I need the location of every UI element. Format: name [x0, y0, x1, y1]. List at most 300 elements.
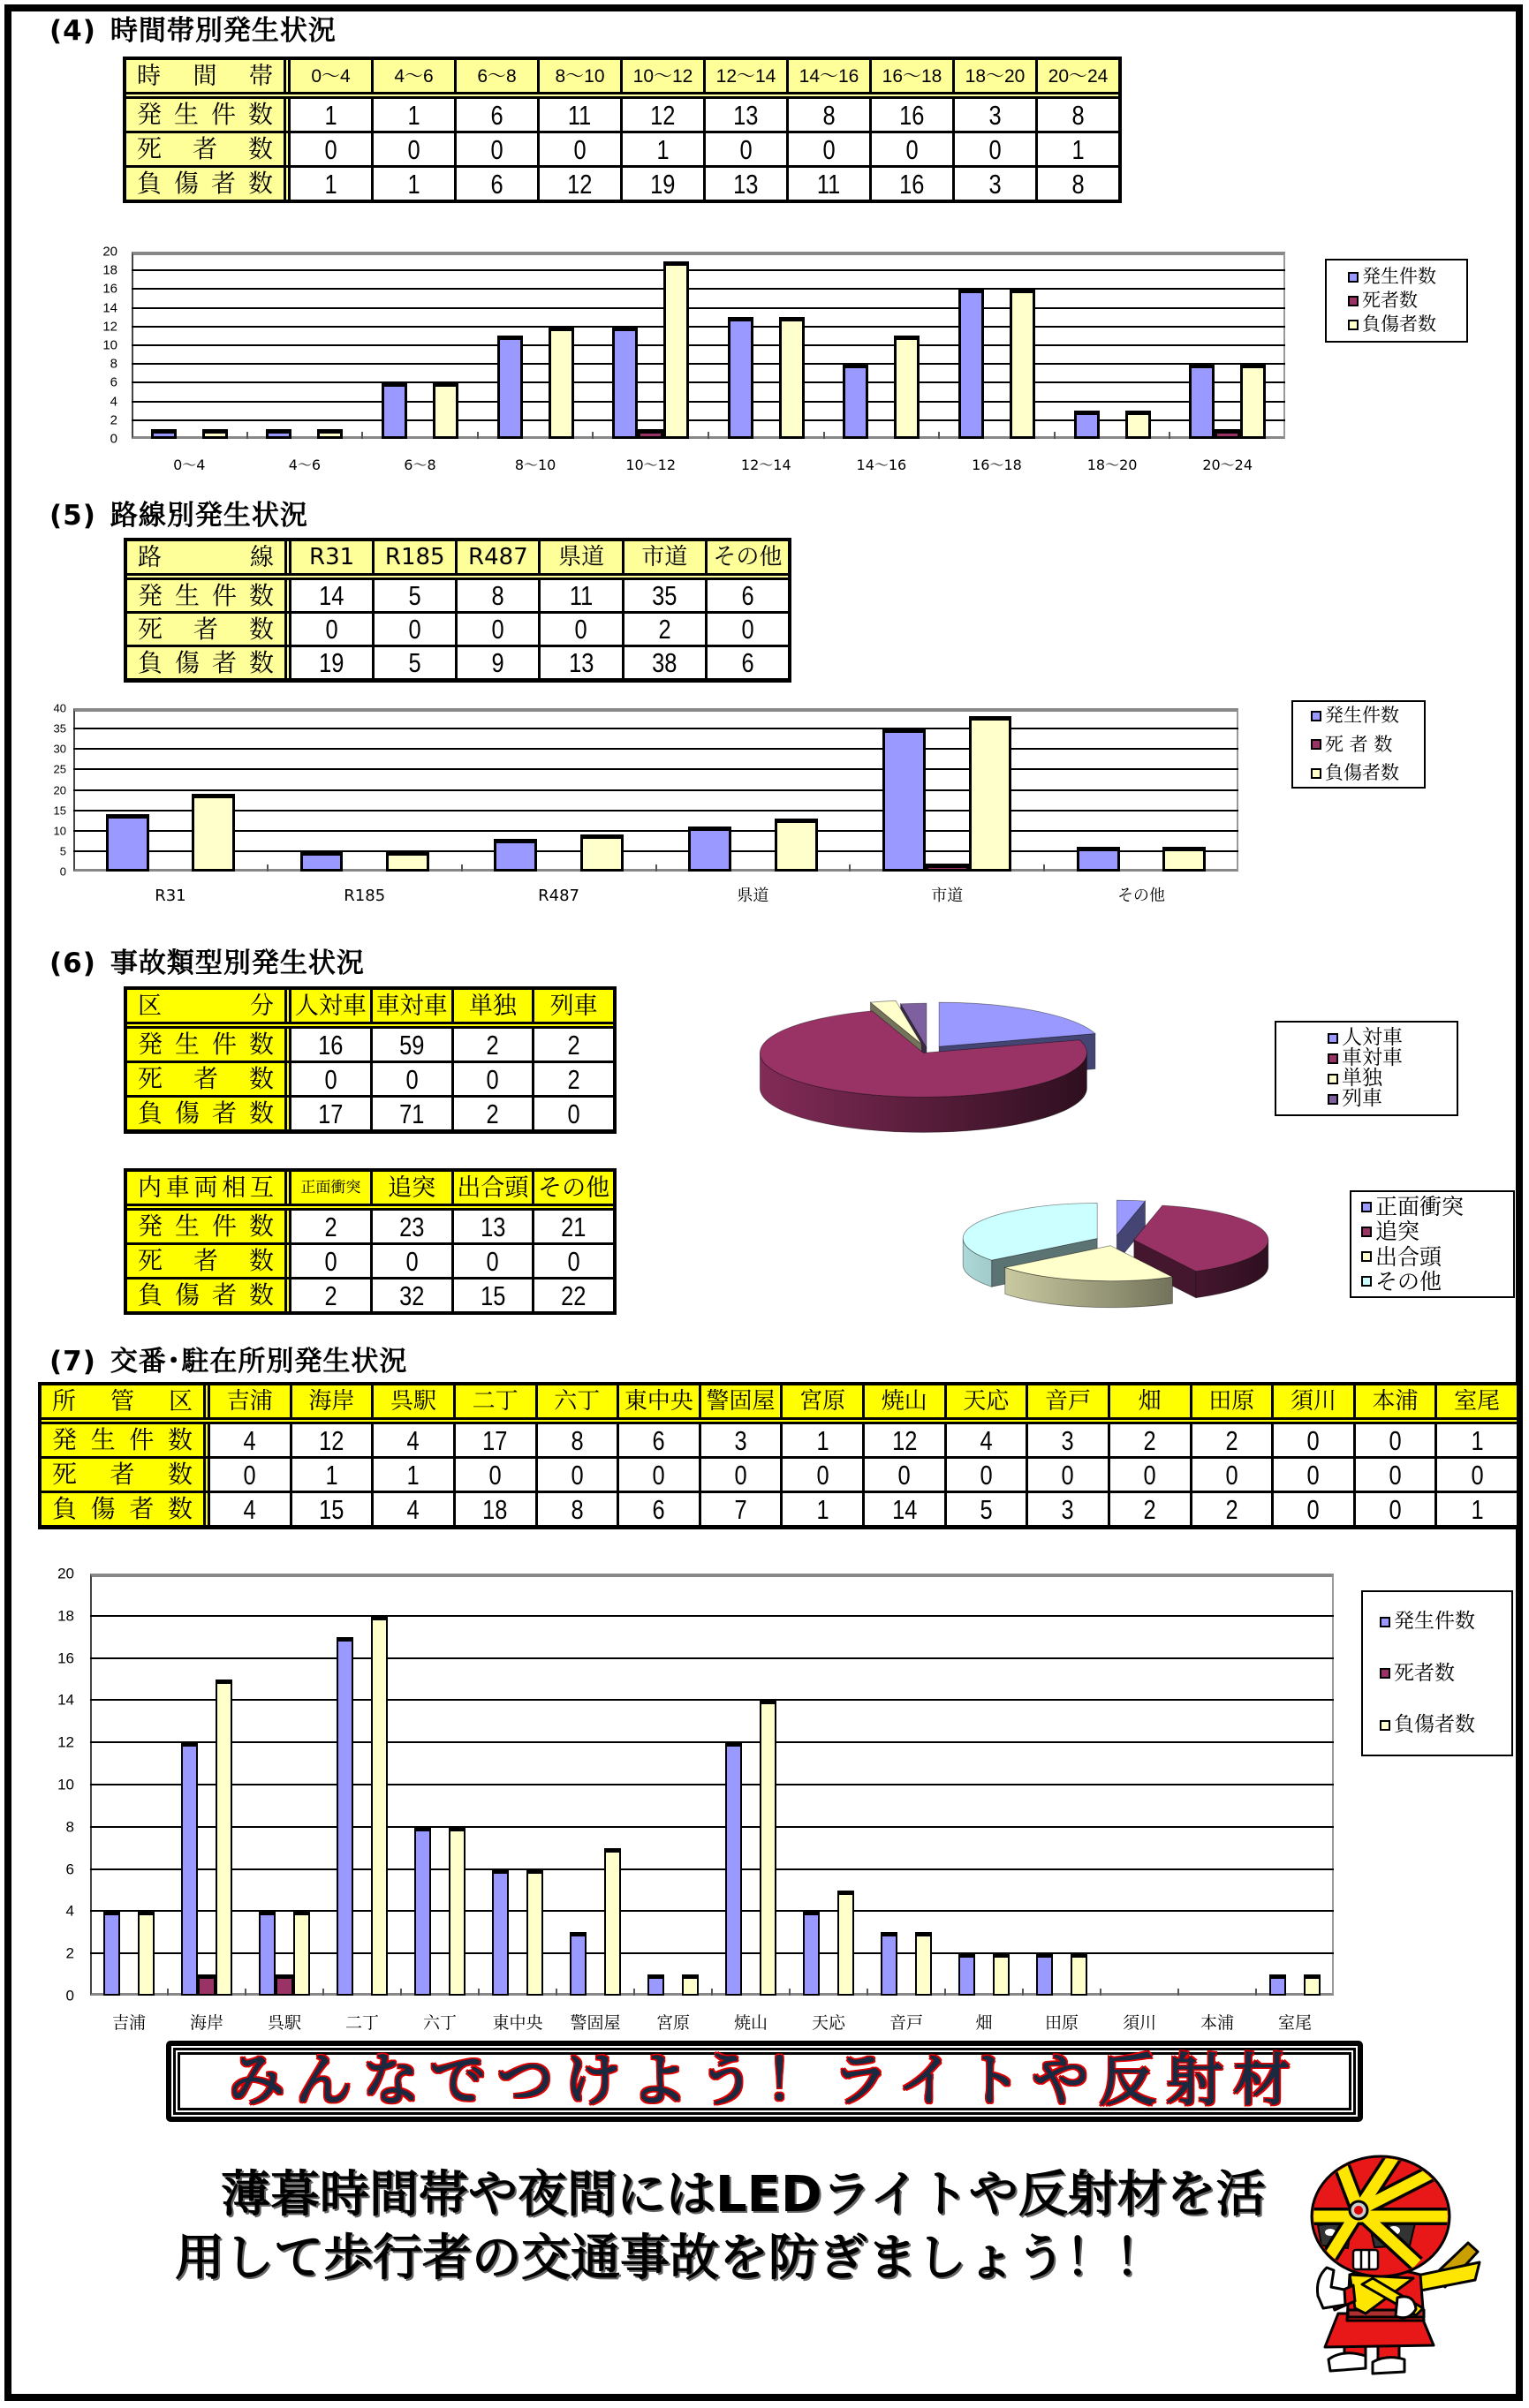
x-axis-category-label: 20～24	[1202, 457, 1253, 473]
table-cell-text: 2	[658, 614, 671, 645]
x-axis-category-label: 県道	[737, 887, 769, 905]
table-cell-text: 8	[1071, 168, 1085, 200]
column-header	[541, 541, 621, 573]
table-cell-text: 0	[408, 614, 421, 645]
table-cell	[708, 580, 788, 611]
table-cell	[454, 1211, 533, 1242]
bar-incidents	[612, 327, 638, 439]
table-cell-text: 2	[324, 1211, 337, 1242]
column-divider	[287, 1245, 289, 1277]
column-header-text: 宮原	[799, 1388, 846, 1415]
table-cell-text: 0	[324, 133, 337, 165]
table-cell	[783, 1493, 862, 1525]
table-cell	[1110, 1459, 1190, 1491]
table-header-label-text: 内車両相互	[138, 1174, 274, 1202]
table-cell	[541, 647, 621, 678]
slogan-text: みんなでつけよう！ライトや反射材	[228, 2049, 1301, 2114]
bar-incidents	[259, 1911, 276, 1996]
row-label-text: 死 者 数	[138, 614, 274, 644]
legend-label: その他	[1375, 1268, 1442, 1295]
category-tick	[245, 1989, 246, 1996]
column-header	[1274, 1385, 1353, 1417]
table-cell-text: 0	[1306, 1459, 1321, 1491]
table-cell	[374, 133, 454, 165]
bar-injuries	[993, 1953, 1011, 1996]
table-cell	[789, 99, 869, 131]
legend-item	[1348, 268, 1466, 286]
legend-item	[1311, 706, 1424, 725]
column-divider	[206, 1493, 208, 1525]
table-cell	[624, 614, 705, 645]
category-tick	[1169, 432, 1170, 439]
x-axis-category-label: 畑	[975, 2013, 993, 2033]
category-tick	[361, 432, 363, 439]
table-cell	[291, 99, 371, 131]
bar-injuries	[216, 1680, 233, 1997]
bar-incidents	[728, 317, 753, 439]
table-cell-text: 6	[652, 1493, 666, 1525]
table-cell	[373, 1098, 451, 1129]
gridline	[90, 1741, 1334, 1743]
column-header-text: 須川	[1290, 1388, 1336, 1415]
table-cell-text: 1	[406, 1459, 420, 1491]
table-cell	[291, 1098, 370, 1129]
x-axis-category-label: 天応	[811, 2013, 845, 2033]
legend-item	[1328, 1068, 1457, 1089]
table-cell	[210, 1424, 290, 1456]
police-box-bar-chart	[57, 1565, 1334, 2033]
column-header-text: 8～10	[555, 65, 605, 87]
section-title-text: 時間帯別発生状況	[110, 15, 337, 47]
gridline	[73, 789, 1238, 791]
category-tick	[944, 1989, 946, 1996]
x-axis-category-label: R487	[538, 887, 579, 905]
bar-injuries	[549, 327, 574, 439]
table-cell-text: 0	[741, 614, 754, 645]
table-cell	[454, 1098, 533, 1129]
table-cell	[456, 1493, 535, 1525]
legend-swatch-icon	[1348, 296, 1359, 306]
table-cell	[456, 1459, 535, 1491]
legend-item	[1348, 315, 1466, 334]
column-header	[708, 541, 788, 573]
table-cell-text: 3	[1061, 1424, 1075, 1456]
row-label	[127, 1245, 284, 1277]
table-cell	[1274, 1493, 1353, 1525]
column-header-text: 列車	[549, 992, 598, 1020]
column-header-text: 市道	[641, 544, 688, 570]
column-header-text: 0～4	[311, 65, 351, 87]
column-divider	[287, 1063, 289, 1095]
column-header-text: 吉浦	[226, 1388, 273, 1415]
bar-injuries	[915, 1932, 933, 1996]
column-header-text: 田原	[1208, 1388, 1255, 1415]
table-cell-text: 4	[406, 1493, 420, 1525]
y-axis-tick-label: 8	[110, 356, 117, 372]
table-cell-text: 35	[652, 580, 677, 611]
bar-incidents	[1036, 1953, 1054, 1996]
x-axis-category-label: 12～14	[740, 457, 791, 473]
x-axis-category-label: 10～12	[625, 457, 677, 473]
bar-deaths	[1215, 429, 1240, 439]
column-header	[538, 1385, 617, 1417]
table-cell-text: 11	[817, 168, 841, 200]
table-cell	[454, 1029, 533, 1061]
slogan-banner-frame	[173, 2048, 1356, 2115]
legend-item	[1311, 733, 1424, 755]
table-cell	[292, 1459, 372, 1491]
y-axis-tick-label: 0	[59, 864, 66, 879]
gridline	[90, 1657, 1334, 1659]
bar-deaths	[926, 864, 969, 872]
table-cell-text: 0	[243, 1459, 256, 1491]
column-header-text: その他	[713, 544, 783, 570]
row-label-text: 発生件数	[137, 100, 273, 129]
table-cell-text: 0	[652, 1459, 666, 1491]
legend-label: 発生件数	[1325, 705, 1399, 726]
column-header-text: 出合頭	[457, 1174, 529, 1202]
gridline	[132, 344, 1285, 346]
table-cell-text: 22	[561, 1279, 587, 1311]
category-tick	[461, 864, 463, 872]
category-tick	[867, 1989, 868, 1996]
category-tick	[655, 864, 657, 872]
bar-injuries	[760, 1700, 777, 1996]
table-cell	[1192, 1424, 1272, 1456]
legend-item	[1328, 1089, 1457, 1109]
table-cell-text: 3	[988, 99, 1002, 131]
x-axis-category-label: 音戸	[889, 2013, 923, 2033]
bar-incidents	[103, 1911, 121, 1996]
category-tick	[789, 1989, 791, 1996]
table-cell	[291, 1279, 370, 1311]
table-cell	[1437, 1459, 1517, 1491]
bar-injuries	[775, 819, 818, 872]
table-cell	[538, 1459, 617, 1491]
x-axis-category-label: 東中央	[492, 2013, 543, 2033]
column-header-text: R31	[309, 544, 355, 570]
table-cell	[955, 133, 1035, 165]
y-axis-tick-label: 4	[65, 1902, 74, 1920]
column-header	[955, 60, 1035, 92]
y-axis-tick-label: 30	[53, 742, 66, 756]
x-axis-category-label: 0～4	[173, 457, 206, 473]
table-cell-text: 23	[398, 1211, 425, 1242]
table-cell	[534, 1098, 613, 1129]
table-cell	[375, 647, 455, 678]
column-header-text: R487	[468, 544, 528, 570]
table-cell	[1028, 1424, 1108, 1456]
accident-type-pie-chart	[742, 971, 1131, 1148]
table-cell	[375, 614, 455, 645]
table-cell	[1274, 1459, 1353, 1491]
police-box-chart-legend	[1361, 1590, 1513, 1756]
column-header-text: 人対車	[294, 992, 367, 1020]
table-cell-text: 0	[571, 1459, 584, 1491]
table-cell	[708, 647, 788, 678]
table-cell-text: 6	[490, 168, 503, 200]
column-divider	[287, 1211, 289, 1242]
table-cell-text: 14	[891, 1493, 917, 1525]
table-cell-text: 5	[408, 580, 421, 611]
table-cell-text: 8	[1071, 99, 1085, 131]
gridline	[73, 748, 1238, 750]
table-cell-text: 19	[650, 168, 676, 200]
header-divider	[42, 1420, 1517, 1422]
column-header	[534, 990, 613, 1022]
bar-incidents	[570, 1932, 587, 1996]
table-cell	[623, 168, 703, 200]
legend-item	[1380, 1715, 1511, 1735]
row-label-text: 負傷者数	[52, 1494, 193, 1523]
table-cell	[456, 1424, 535, 1456]
table-cell	[374, 99, 454, 131]
row-label-text: 発生件数	[138, 1030, 274, 1059]
legend-swatch-icon	[1380, 1617, 1390, 1627]
bar-incidents	[266, 429, 291, 439]
table-cell	[623, 133, 703, 165]
table-cell	[291, 1211, 370, 1242]
category-tick	[823, 432, 825, 439]
column-header	[1356, 1385, 1435, 1417]
column-header	[456, 1385, 535, 1417]
table-cell-text: 0	[407, 133, 420, 165]
header-divider	[127, 576, 788, 577]
table-cell	[955, 99, 1035, 131]
table-cell	[458, 580, 538, 611]
table-cell-text: 3	[734, 1424, 747, 1456]
column-header-text: 海岸	[308, 1388, 355, 1415]
gridline	[132, 269, 1285, 271]
x-axis-category-label: R185	[344, 887, 386, 905]
y-axis-tick-label: 2	[110, 412, 117, 428]
accident-type-pie-legend	[1275, 1021, 1458, 1116]
table-header-label-text: 路 線	[138, 543, 274, 571]
table-cell-text: 71	[398, 1098, 425, 1129]
table-cell	[541, 580, 621, 611]
legend-swatch-icon	[1328, 1074, 1338, 1084]
legend-swatch-icon	[1311, 739, 1321, 750]
y-axis-tick-label: 0	[65, 1987, 74, 2004]
table-cell	[947, 1459, 1026, 1491]
category-tick	[1054, 432, 1056, 439]
column-header	[872, 60, 952, 92]
bar-injuries	[386, 851, 429, 872]
legend-label: 死者数	[1394, 1661, 1455, 1685]
x-axis-category-label: 海岸	[189, 2013, 223, 2033]
column-header-text: 6～8	[477, 65, 517, 87]
table-cell	[623, 99, 703, 131]
bar-incidents	[181, 1742, 199, 1996]
y-axis-tick-label: 16	[102, 281, 117, 297]
safety-message-line-1: 薄暮時間帯や夜間にはLEDライトや反射材を活	[221, 2166, 1266, 2223]
column-divider	[286, 60, 288, 92]
table-header-label	[127, 1172, 284, 1204]
route-table	[124, 538, 791, 683]
column-header	[947, 1385, 1026, 1417]
table-cell	[540, 133, 620, 165]
table-header-label	[126, 60, 284, 92]
table-cell	[292, 1424, 372, 1456]
red-ninja-mascot-icon	[1298, 2146, 1493, 2384]
column-header	[1038, 60, 1118, 92]
legend-label: 死者数	[1362, 290, 1418, 311]
table-cell	[624, 647, 705, 678]
table-cell-text: 0	[980, 1459, 993, 1491]
table-cell	[291, 1245, 370, 1277]
table-cell	[789, 168, 869, 200]
bar-injuries	[604, 1848, 622, 1996]
row-label-text: 負傷者数	[138, 647, 274, 677]
column-header	[865, 1385, 944, 1417]
vehicle-to-vehicle-table	[124, 1168, 617, 1315]
table-cell-text: 0	[897, 1459, 911, 1491]
table-cell	[789, 133, 869, 165]
table-cell-text: 1	[407, 168, 420, 200]
column-header-text: 天応	[963, 1388, 1010, 1415]
table-cell-text: 0	[822, 133, 836, 165]
column-divider	[287, 647, 289, 678]
x-axis-category-label: 6～8	[404, 457, 436, 473]
legend-label: 出合頭	[1375, 1243, 1442, 1270]
table-cell-text: 1	[325, 1459, 338, 1491]
table-cell-text: 0	[574, 614, 588, 645]
x-axis-category-label: 呉駅	[267, 2013, 301, 2033]
column-divider	[287, 990, 289, 1022]
table-cell-text: 12	[319, 1424, 344, 1456]
column-header	[454, 990, 533, 1022]
column-header-text: 室尾	[1454, 1388, 1501, 1415]
legend-swatch-icon	[1311, 711, 1321, 721]
table-cell-text: 0	[1306, 1424, 1321, 1456]
column-header-text: 10～12	[632, 65, 693, 87]
column-header	[1437, 1385, 1517, 1417]
column-header	[701, 1385, 781, 1417]
table-cell	[291, 133, 371, 165]
table-cell-text: 8	[822, 99, 836, 131]
table-cell	[1110, 1424, 1190, 1456]
table-cell	[947, 1424, 1026, 1456]
table-cell	[701, 1493, 781, 1525]
gridline	[73, 830, 1238, 832]
table-cell-text: 0	[739, 133, 753, 165]
legend-swatch-icon	[1361, 1251, 1372, 1262]
table-cell	[1437, 1424, 1517, 1456]
legend-swatch-icon	[1348, 320, 1359, 330]
bar-incidents	[1189, 364, 1215, 439]
column-header	[373, 1172, 451, 1204]
section-title-police-box	[49, 1346, 407, 1378]
category-tick	[592, 432, 594, 439]
legend-label: 負傷者数	[1362, 313, 1436, 335]
row-label-text: 発生件数	[138, 1212, 274, 1241]
table-cell-text: 3	[1061, 1493, 1075, 1525]
table-cell-text: 5	[408, 647, 421, 678]
section-title-accident-type	[49, 947, 365, 979]
row-label	[127, 1211, 284, 1242]
column-header-text: 音戸	[1045, 1388, 1092, 1415]
table-cell	[872, 133, 952, 165]
table-cell-text: 2	[1143, 1493, 1156, 1525]
column-header-text: 本浦	[1372, 1388, 1419, 1415]
time-band-table	[123, 57, 1122, 203]
category-tick	[711, 1989, 713, 1996]
table-cell	[701, 1459, 781, 1491]
table-cell-text: 6	[490, 99, 503, 131]
table-cell	[1274, 1424, 1353, 1456]
table-cell-text: 0	[1389, 1424, 1402, 1456]
table-cell-text: 0	[816, 1459, 829, 1491]
table-cell-text: 12	[567, 168, 593, 200]
table-cell-text: 11	[569, 580, 594, 611]
bar-incidents	[492, 1869, 510, 1996]
legend-item	[1311, 764, 1424, 782]
column-header	[210, 1385, 290, 1417]
table-cell-text: 1	[1471, 1493, 1484, 1525]
category-tick	[556, 1989, 557, 1996]
table-cell-text: 4	[243, 1424, 256, 1456]
bar-injuries	[1240, 364, 1266, 439]
bar-injuries	[969, 716, 1012, 872]
bar-injuries	[371, 1616, 389, 1996]
table-cell-text: 4	[980, 1424, 993, 1456]
header-divider	[127, 1206, 613, 1208]
table-cell	[706, 168, 786, 200]
table-cell-text: 0	[488, 1459, 502, 1491]
gridline	[90, 1952, 1334, 1954]
column-header-text: 六丁	[554, 1388, 601, 1415]
route-bar-chart	[53, 701, 1238, 905]
column-header	[375, 541, 455, 573]
table-cell	[783, 1459, 862, 1491]
table-cell	[291, 580, 372, 611]
table-cell-text: 13	[480, 1211, 506, 1242]
table-cell-text: 0	[1389, 1493, 1402, 1525]
table-cell	[706, 133, 786, 165]
gridline	[90, 1826, 1334, 1828]
column-divider	[287, 580, 289, 611]
bar-injuries	[526, 1869, 544, 1996]
table-cell-text: 1	[1471, 1424, 1484, 1456]
category-tick	[167, 1989, 169, 1996]
legend-item	[1380, 1661, 1511, 1685]
x-axis-category-label: 14～16	[856, 457, 907, 473]
table-cell-text: 2	[1225, 1424, 1238, 1456]
bar-deaths	[638, 429, 663, 439]
category-tick	[1255, 1989, 1257, 1996]
y-axis-tick-label: 4	[110, 394, 117, 410]
bar-injuries	[138, 1911, 155, 1996]
section-title-text: 路線別発生状況	[110, 500, 308, 532]
table-cell	[373, 1063, 451, 1095]
table-cell	[458, 647, 538, 678]
vehicle-to-vehicle-pie-legend	[1350, 1190, 1515, 1298]
table-cell-text: 9	[491, 647, 504, 678]
x-axis-category-label: 二丁	[344, 2013, 379, 2033]
gridline	[90, 1784, 1334, 1785]
legend-label: 負傷者数	[1325, 762, 1399, 783]
column-divider	[206, 1385, 208, 1417]
column-header	[706, 60, 786, 92]
column-divider	[286, 99, 288, 131]
bar-injuries	[317, 429, 343, 439]
section-title-text: 事故類型別発生状況	[110, 947, 365, 979]
column-header-text: 東中央	[624, 1388, 693, 1415]
table-cell	[955, 168, 1035, 200]
column-divider	[287, 1098, 289, 1129]
x-axis-category-label: 8～10	[514, 457, 556, 473]
x-axis-category-label: 本浦	[1200, 2013, 1234, 2033]
